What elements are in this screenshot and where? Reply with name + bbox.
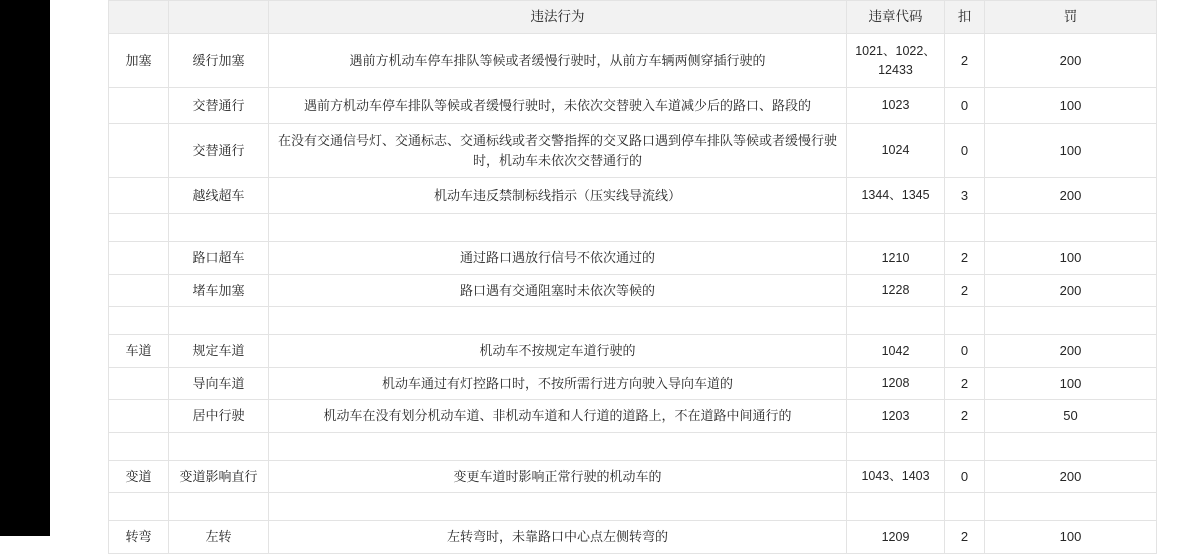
cell-subcategory: 交替通行 — [169, 88, 269, 124]
cell-subcategory: 堵车加塞 — [169, 274, 269, 307]
cell-description: 左转弯时，未靠路口中心点左侧转弯的 — [269, 521, 847, 554]
spacer-cell — [945, 307, 985, 335]
cell-code: 1208 — [847, 367, 945, 400]
cell-code: 1210 — [847, 242, 945, 275]
cell-fine: 200 — [985, 178, 1157, 214]
violations-table-wrapper — [108, 0, 1198, 554]
spacer-cell — [109, 493, 169, 521]
table-row — [109, 34, 1157, 88]
spacer-cell — [269, 493, 847, 521]
cell-description: 在没有交通信号灯、交通标志、交通标线或者交警指挥的交叉路口遇到停车排队等候或者缓慢行驶时，机动车未依次交替通行的 — [269, 124, 847, 178]
cell-subcategory: 路口超车 — [169, 242, 269, 275]
cell-fine: 200 — [985, 34, 1157, 88]
header-category — [109, 1, 169, 34]
spacer-cell — [169, 214, 269, 242]
spacer-cell — [109, 214, 169, 242]
spacer-cell — [945, 493, 985, 521]
header-points: 扣 — [945, 1, 985, 34]
spacer-cell — [985, 307, 1157, 335]
table-row — [109, 367, 1157, 400]
table-row — [109, 124, 1157, 178]
cell-category — [109, 178, 169, 214]
spacer-cell — [269, 432, 847, 460]
cell-fine: 200 — [985, 335, 1157, 368]
table-spacer-row — [109, 432, 1157, 460]
violations-table — [108, 0, 1157, 554]
header-code: 违章代码 — [847, 1, 945, 34]
cell-points: 2 — [945, 242, 985, 275]
cell-fine: 50 — [985, 400, 1157, 433]
cell-code: 1042 — [847, 335, 945, 368]
cell-fine: 200 — [985, 460, 1157, 493]
cell-code: 1228 — [847, 274, 945, 307]
spacer-cell — [169, 432, 269, 460]
table-header — [109, 1, 1157, 34]
table-spacer-row — [109, 493, 1157, 521]
cell-points: 2 — [945, 274, 985, 307]
spacer-cell — [169, 493, 269, 521]
cell-points: 0 — [945, 88, 985, 124]
table-spacer-row — [109, 307, 1157, 335]
spacer-cell — [945, 432, 985, 460]
spacer-cell — [847, 432, 945, 460]
cell-points: 2 — [945, 400, 985, 433]
spacer-cell — [985, 432, 1157, 460]
spacer-cell — [269, 214, 847, 242]
table-row — [109, 178, 1157, 214]
table-body — [109, 34, 1157, 554]
cell-description: 变更车道时影响正常行驶的机动车的 — [269, 460, 847, 493]
cell-points: 2 — [945, 34, 985, 88]
cell-points: 2 — [945, 521, 985, 554]
spacer-cell — [847, 214, 945, 242]
table-row — [109, 335, 1157, 368]
spacer-cell — [269, 307, 847, 335]
cell-description: 通过路口遇放行信号不依次通过的 — [269, 242, 847, 275]
cell-subcategory: 规定车道 — [169, 335, 269, 368]
cell-fine: 200 — [985, 274, 1157, 307]
cell-category — [109, 400, 169, 433]
cell-code: 1344、1345 — [847, 178, 945, 214]
page-surface — [50, 0, 1192, 545]
cell-code: 1203 — [847, 400, 945, 433]
header-description: 违法行为 — [269, 1, 847, 34]
cell-code: 1021、1022、12433 — [847, 34, 945, 88]
spacer-cell — [985, 493, 1157, 521]
cell-description: 遇前方机动车停车排队等候或者缓慢行驶时，未依次交替驶入车道减少后的路口、路段的 — [269, 88, 847, 124]
cell-category — [109, 274, 169, 307]
spacer-cell — [109, 307, 169, 335]
cell-category: 变道 — [109, 460, 169, 493]
cell-description: 路口遇有交通阻塞时未依次等候的 — [269, 274, 847, 307]
spacer-cell — [985, 214, 1157, 242]
cell-category: 车道 — [109, 335, 169, 368]
spacer-cell — [169, 307, 269, 335]
cell-subcategory: 导向车道 — [169, 367, 269, 400]
cell-subcategory: 缓行加塞 — [169, 34, 269, 88]
table-row — [109, 460, 1157, 493]
cell-code: 1023 — [847, 88, 945, 124]
cell-code: 1024 — [847, 124, 945, 178]
cell-subcategory: 变道影响直行 — [169, 460, 269, 493]
spacer-cell — [847, 493, 945, 521]
cell-subcategory: 交替通行 — [169, 124, 269, 178]
header-fine: 罚 — [985, 1, 1157, 34]
cell-subcategory: 居中行驶 — [169, 400, 269, 433]
cell-points: 3 — [945, 178, 985, 214]
cell-code: 1043、1403 — [847, 460, 945, 493]
table-spacer-row — [109, 214, 1157, 242]
cell-points: 0 — [945, 460, 985, 493]
cell-category — [109, 367, 169, 400]
cell-points: 0 — [945, 335, 985, 368]
cell-description: 机动车不按规定车道行驶的 — [269, 335, 847, 368]
spacer-cell — [847, 307, 945, 335]
header-subcategory — [169, 1, 269, 34]
cell-points: 0 — [945, 124, 985, 178]
spacer-cell — [109, 432, 169, 460]
cell-fine: 100 — [985, 124, 1157, 178]
cell-category — [109, 124, 169, 178]
spacer-cell — [945, 214, 985, 242]
cell-fine: 100 — [985, 521, 1157, 554]
cell-category — [109, 88, 169, 124]
cell-subcategory: 越线超车 — [169, 178, 269, 214]
cell-fine: 100 — [985, 88, 1157, 124]
table-row — [109, 521, 1157, 554]
table-row — [109, 400, 1157, 433]
table-header-row — [109, 1, 1157, 34]
table-row — [109, 274, 1157, 307]
table-row — [109, 88, 1157, 124]
cell-subcategory: 左转 — [169, 521, 269, 554]
cell-points: 2 — [945, 367, 985, 400]
left-black-gutter — [0, 0, 50, 536]
cell-description: 机动车在没有划分机动车道、非机动车道和人行道的道路上，不在道路中间通行的 — [269, 400, 847, 433]
cell-fine: 100 — [985, 367, 1157, 400]
cell-category: 转弯 — [109, 521, 169, 554]
cell-description: 机动车违反禁制标线指示（压实线导流线） — [269, 178, 847, 214]
cell-category: 加塞 — [109, 34, 169, 88]
cell-description: 机动车通过有灯控路口时，不按所需行进方向驶入导向车道的 — [269, 367, 847, 400]
cell-category — [109, 242, 169, 275]
table-row — [109, 242, 1157, 275]
cell-description: 遇前方机动车停车排队等候或者缓慢行驶时，从前方车辆两侧穿插行驶的 — [269, 34, 847, 88]
cell-fine: 100 — [985, 242, 1157, 275]
cell-code: 1209 — [847, 521, 945, 554]
